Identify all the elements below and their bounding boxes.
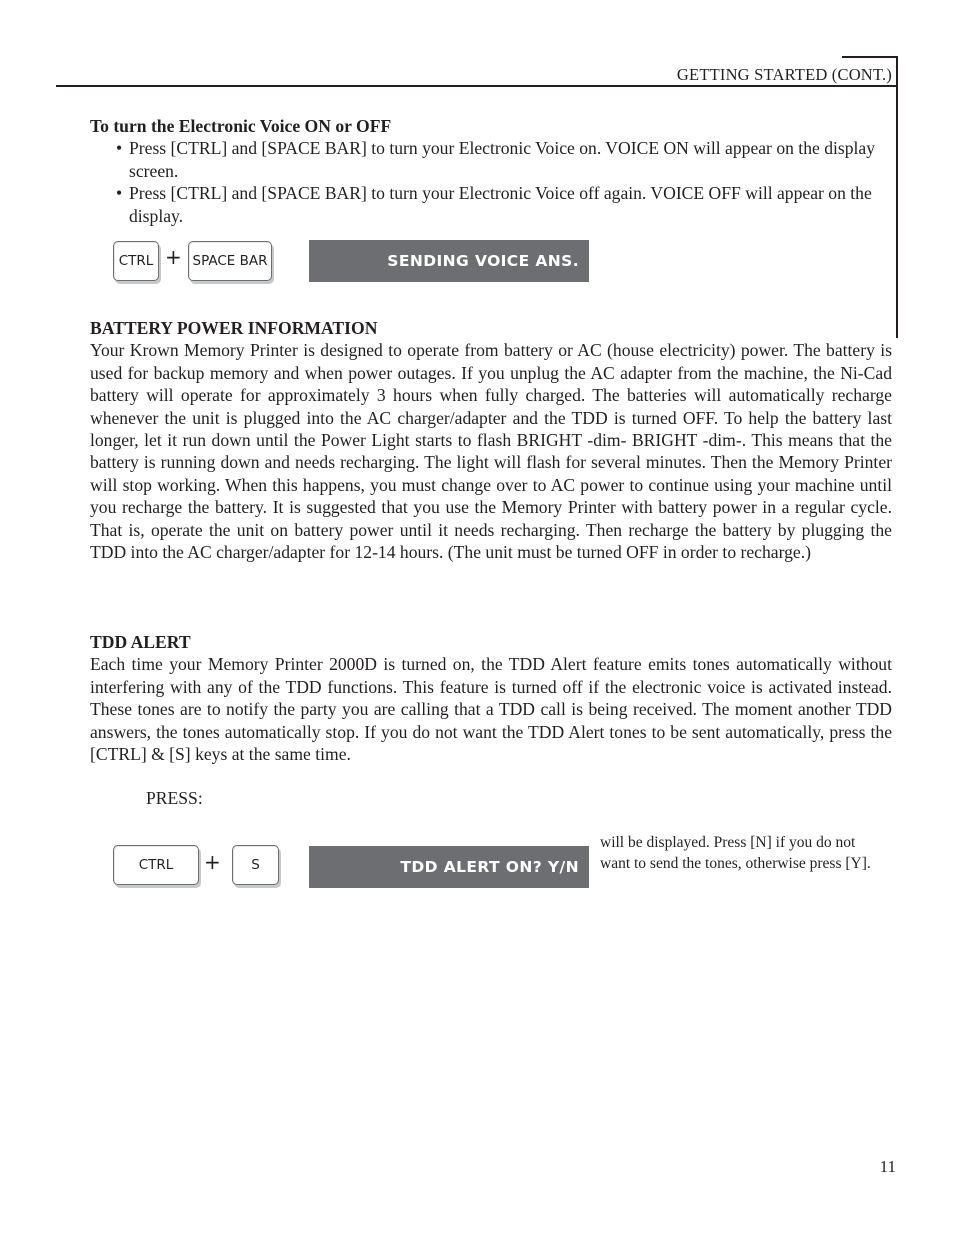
battery-paragraph: Your Krown Memory Printer is designed to operate from battery or AC (house electricity) power. The battery is used for backup memory and when power outages. If you unplug the AC adapter from the machine, the Ni-Cad battery will operate for approximately 3 hours when fully charged. The batteries will automatically recharge whenever the unit is plugged into the AC charger/adapter and the TDD is turned OFF. To help the battery last longer, let it run down until the Power Light starts to flash BRIGHT -dim- BRIGHT -dim-. This means that the battery is running down and needs recharging. The light will flash for several minutes. Then the Memory Printer will stop working. When this happens, you must change over to AC power to continue using your machine until you recharge the battery. It is suggested that you use the Memory Printer with battery power in a regular cycle. That is, operate the unit on battery power until it needs recharging. Then recharge the battery by plugging the TDD into the AC charger/adapter for 12-14 hours. (The unit must be turned OFF in order to recharge.) [90,340,892,563]
header-rule [56,85,898,87]
voice-bullet-list [90,137,892,227]
lcd-display-voice: SENDING VOICE ANS. [309,240,589,282]
ctrl-key-graphic: CTRL [113,845,199,885]
list-item [90,182,892,227]
running-header: GETTING STARTED (CONT.) [676,65,892,84]
press-label: PRESS: [146,788,203,808]
page-number: 11 [879,1157,896,1176]
header-corner-tick [842,56,898,58]
lcd-display-tdd-alert: TDD ALERT ON? Y/N [309,846,589,888]
tdd-heading: TDD ALERT [90,632,191,652]
battery-heading: BATTERY POWER INFORMATION [90,318,378,338]
ctrl-key-graphic: CTRL [113,241,159,281]
battery-section [90,317,892,563]
list-item [90,137,892,182]
plus-sign: + [204,850,221,874]
bullet-dot: • [116,138,123,159]
tdd-section [90,631,892,765]
margin-rule [896,56,898,338]
voice-section [90,115,892,227]
voice-heading: To turn the Electronic Voice ON or OFF [90,116,392,136]
s-key-graphic: S [232,845,279,885]
tdd-paragraph: Each time your Memory Printer 2000D is turned on, the TDD Alert feature emits tones automatically without interfering with any of the TDD functions. This feature is turned off if the electronic voice is activated instead. These tones are to notify the party you are calling that a TDD call is being received. The moment another TDD answers, the tones automatically stop. If you do not want the TDD Alert tones to be sent automatically, press the [CTRL] & [S] keys at the same time. [90,654,892,765]
space-bar-key-graphic: SPACE BAR [188,241,272,281]
bullet-text: Press [CTRL] and [SPACE BAR] to turn your Electronic Voice on. VOICE ON will appear on the display screen. [129,138,876,181]
bullet-dot: • [116,183,123,204]
display-note: will be displayed. Press [N] if you do not want to send the tones, otherwise press [Y]. [600,834,871,872]
plus-sign: + [165,245,182,269]
bullet-text: Press [CTRL] and [SPACE BAR] to turn your Electronic Voice off again. VOICE OFF will appear on the display. [129,183,872,226]
